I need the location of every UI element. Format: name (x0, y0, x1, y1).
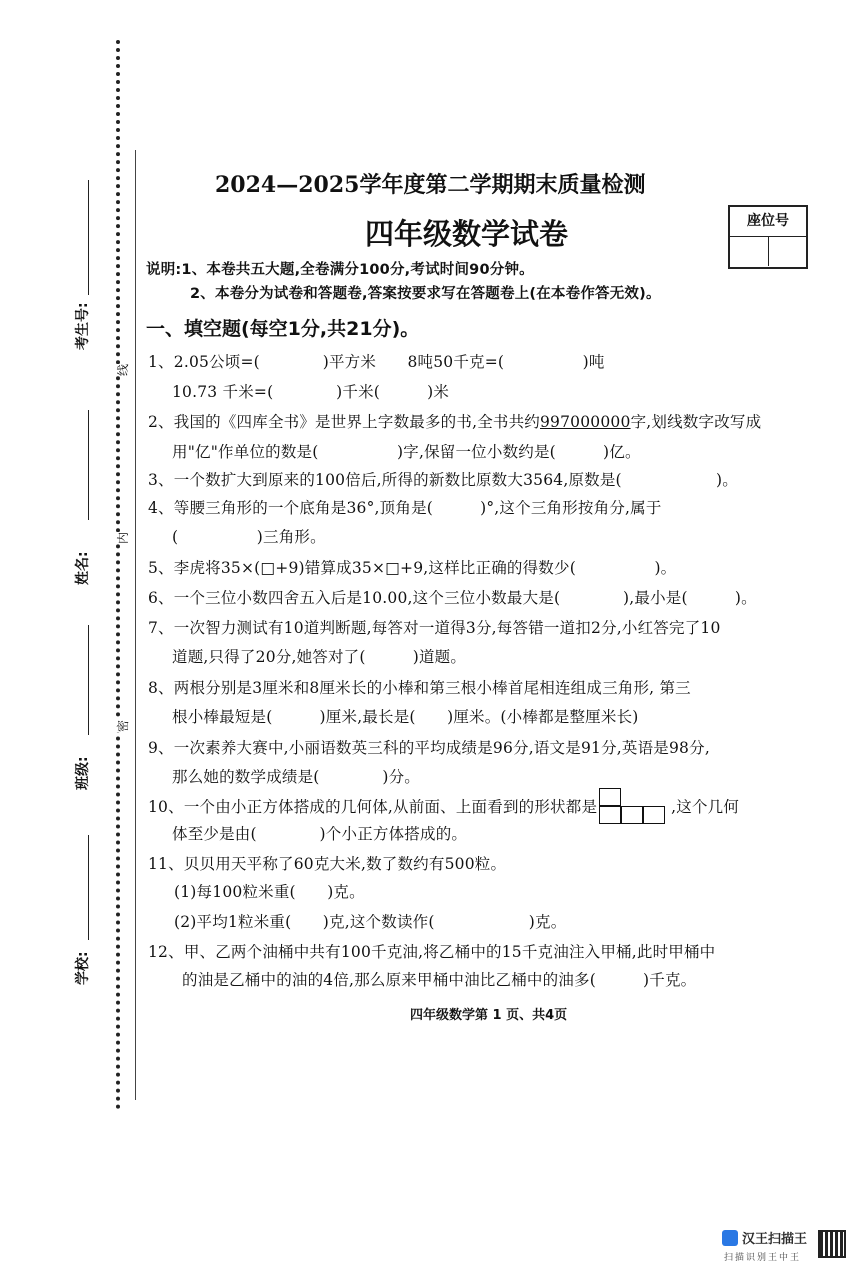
question-12b: 的油是乙桶中的油的4倍,那么原来甲桶中油比乙桶中的油多( )千克。 (182, 971, 697, 989)
question-2b: 用"亿"作单位的数是( )字,保留一位小数约是( )亿。 (172, 443, 641, 461)
underlined-number: 997000000 (540, 413, 631, 431)
question-10b: 体至少是由( )个小正方体搭成的。 (172, 825, 468, 843)
question-2a-post: 字,划线数字改写成 (630, 413, 762, 431)
binding-dotted-line (116, 40, 126, 1110)
class-label: 班级: (75, 756, 91, 790)
question-9a: 9、一次素养大赛中,小丽语数英三科的平均成绩是96分,语文是91分,英语是98分, (148, 739, 710, 757)
cube-view-figure (599, 788, 669, 828)
seal-mark-xian: 线 (112, 364, 133, 376)
scanner-tagline: 扫描识别王中王 (724, 1253, 802, 1263)
name-underline (88, 410, 89, 520)
exam-title: 2024—2025学年度第二学期期末质量检测 (215, 172, 646, 198)
page-footer: 四年级数学第 1 页、共4页 (410, 1008, 568, 1023)
question-12a: 12、甲、乙两个油桶中共有100千克油,将乙桶中的15千克油注入甲桶,此时甲桶中 (148, 943, 716, 961)
question-2a (148, 410, 761, 432)
question-5: 5、李虎将35×(□+9)错算成35×□+9,这样比正确的得数少( )。 (148, 559, 677, 577)
question-8a: 8、两根分别是3厘米和8厘米长的小棒和第三根小棒首尾相连组成三角形, 第三 (148, 679, 691, 697)
question-6: 6、一个三位小数四舍五入后是10.00,这个三位小数最大是( ),最小是( )。 (148, 589, 757, 607)
seat-cell-1 (730, 237, 769, 266)
scanner-brand: 汉王扫描王 (742, 1232, 808, 1247)
school-underline (88, 835, 89, 940)
class-underline (88, 625, 89, 735)
question-1a: 1、2.05公顷=( )平方米 8吨50千克=( )吨 (148, 353, 605, 371)
question-8b: 根小棒最短是( )厘米,最长是( )厘米。(小棒都是整厘米长) (172, 708, 639, 726)
seat-number-box (728, 205, 808, 269)
question-4b: ( )三角形。 (172, 528, 326, 546)
question-3: 3、一个数扩大到原来的100倍后,所得的新数比原数大3564,原数是( )。 (148, 471, 738, 489)
question-2a-pre: 2、我国的《四库全书》是世界上字数最多的书,全书共约 (148, 413, 540, 431)
question-7a: 7、一次智力测试有10道判断题,每答对一道得3分,每答错一道扣2分,小红答完了10 (148, 619, 721, 637)
school-label: 学校: (75, 951, 91, 985)
question-10a-post: ,这个几何 (671, 798, 740, 816)
exam-subtitle: 四年级数学试卷 (365, 217, 569, 251)
instruction-2: 2、本卷分为试卷和答题卷,答案按要求写在答题卷上(在本卷作答无效)。 (190, 286, 661, 302)
question-10a-pre: 10、一个由小正方体搭成的几何体,从前面、上面看到的形状都是 (148, 798, 598, 816)
seat-number-label: 座位号 (730, 207, 806, 237)
question-11: 11、贝贝用天平称了60克大米,数了数约有500粒。 (148, 855, 507, 873)
seat-cell-2 (769, 237, 807, 266)
question-1b: 10.73 千米=( )千米( )米 (172, 383, 450, 401)
question-9b: 那么她的数学成绩是( )分。 (172, 768, 420, 786)
seal-mark-mi: 密 (112, 720, 133, 732)
section-1-heading: 一、填空题(每空1分,共21分)。 (146, 318, 420, 340)
question-11-1: (1)每100粒米重( )克。 (174, 883, 365, 901)
question-7b: 道题,只得了20分,她答对了( )道题。 (172, 648, 467, 666)
seal-mark-nei: 内 (112, 532, 133, 544)
scanner-logo-icon (722, 1230, 738, 1246)
name-label: 姓名: (75, 551, 91, 585)
binding-inner-line (135, 150, 136, 1100)
question-4a: 4、等腰三角形的一个底角是36°,顶角是( )°,这个三角形按角分,属于 (148, 499, 662, 517)
qr-code-icon (818, 1230, 846, 1258)
exam-no-underline (88, 180, 89, 295)
instruction-1: 说明:1、本卷共五大题,全卷满分100分,考试时间90分钟。 (146, 262, 534, 278)
question-11-2: (2)平均1粒米重( )克,这个数读作( )克。 (174, 913, 567, 931)
exam-no-label: 考生号: (75, 302, 91, 350)
